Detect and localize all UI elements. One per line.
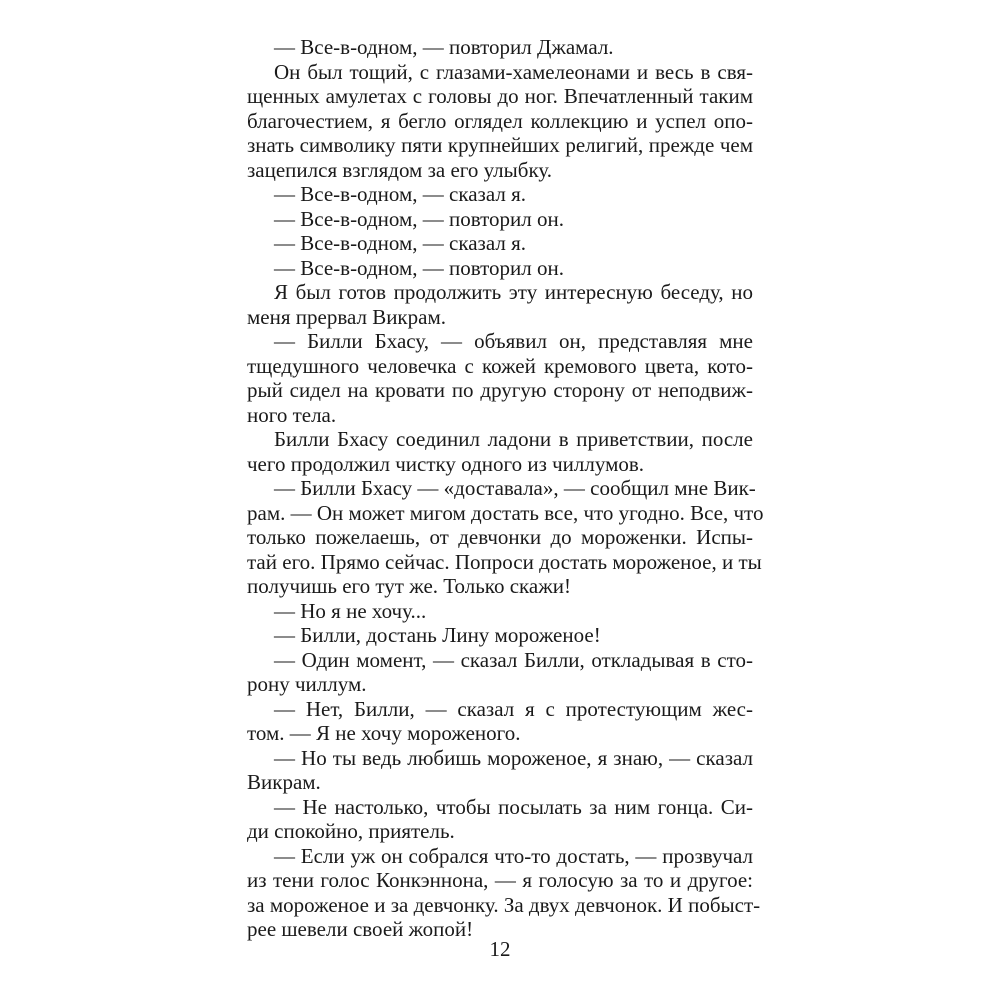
text-line: том. — Я не хочу мороженого.	[247, 721, 521, 745]
text-line: тщедушного человечка с кожей кремового цвета, кото-	[247, 353, 753, 378]
text-line: получишь его тут же. Только скажи!	[247, 574, 571, 598]
text-line: Я был готов продолжить эту интересную беседу, но	[274, 280, 753, 304]
text-line: меня прервал Викрам.	[247, 304, 446, 329]
text-line: — Нет, Билли, — сказал я с протестующим жес-	[274, 696, 753, 721]
text-line: — Билли, достань Лину мороженое!	[274, 623, 601, 647]
text-line: — Все-в-одном, — повторил Джамал.	[274, 35, 614, 59]
text-line: Он был тощий, с глазами-хамелеонами и весь в свя-	[274, 59, 753, 84]
text-line: только пожелаешь, от девчонки до мороженки. Испы-	[247, 525, 753, 549]
text-line: из тени голос Конкэннона, — я голосую за то и другое:	[247, 868, 753, 892]
text-line: щенных амулетах с головы до ног. Впечатленный таким	[247, 84, 753, 108]
text-line: благочестием, я бегло оглядел коллекцию и успел опо-	[247, 108, 753, 133]
text-line: чего продолжил чистку одного из чиллумов.	[247, 451, 645, 476]
text-line: Билли Бхасу соединил ладони в приветствии, после	[274, 427, 753, 451]
text-line: Викрам.	[247, 770, 321, 794]
text-line: рону чиллум.	[247, 672, 367, 696]
text-line: — Все-в-одном, — сказал я.	[274, 182, 526, 206]
text-line: — Один момент, — сказал Билли, откладывая в сто-	[274, 647, 753, 672]
text-line: ди спокойно, приятель.	[247, 819, 455, 843]
text-line: ного тела.	[247, 402, 337, 427]
text-line: — Все-в-одном, — повторил он.	[274, 206, 565, 231]
page-body-text	[247, 35, 764, 942]
text-line: зацепился взглядом за его улыбку.	[247, 157, 553, 182]
text-line: — Билли Бхасу — «доставала», — сообщил мне Вик-	[274, 476, 756, 500]
text-line: — Но ты ведь любишь мороженое, я знаю, — сказал	[274, 745, 753, 770]
text-line: рее шевели своей жопой!	[247, 917, 474, 941]
text-line: — Если уж он собрался что-то достать, — прозвучал	[274, 843, 753, 868]
text-line: — Но я не хочу...	[274, 598, 427, 623]
page-number: 12	[489, 937, 511, 961]
text-line: знать символику пяти крупнейших религий, прежде чем	[247, 133, 753, 157]
text-line: — Все-в-одном, — повторил он.	[274, 255, 565, 280]
text-line: рам. — Он может мигом достать все, что угодно. Все, что	[247, 500, 764, 525]
text-line: тай его. Прямо сейчас. Попроси достать мороженое, и ты	[247, 549, 762, 574]
text-line: — Не настолько, чтобы посылать за ним гонца. Си-	[274, 794, 753, 819]
text-line: — Все-в-одном, — сказал я.	[274, 231, 526, 255]
text-line: рый сидел на кровати по другую сторону от неподвиж-	[247, 378, 753, 402]
text-line: за мороженое и за девчонку. За двух девчонок. И побыст-	[247, 892, 761, 917]
text-line: — Билли Бхасу, — объявил он, представляя мне	[274, 329, 753, 353]
